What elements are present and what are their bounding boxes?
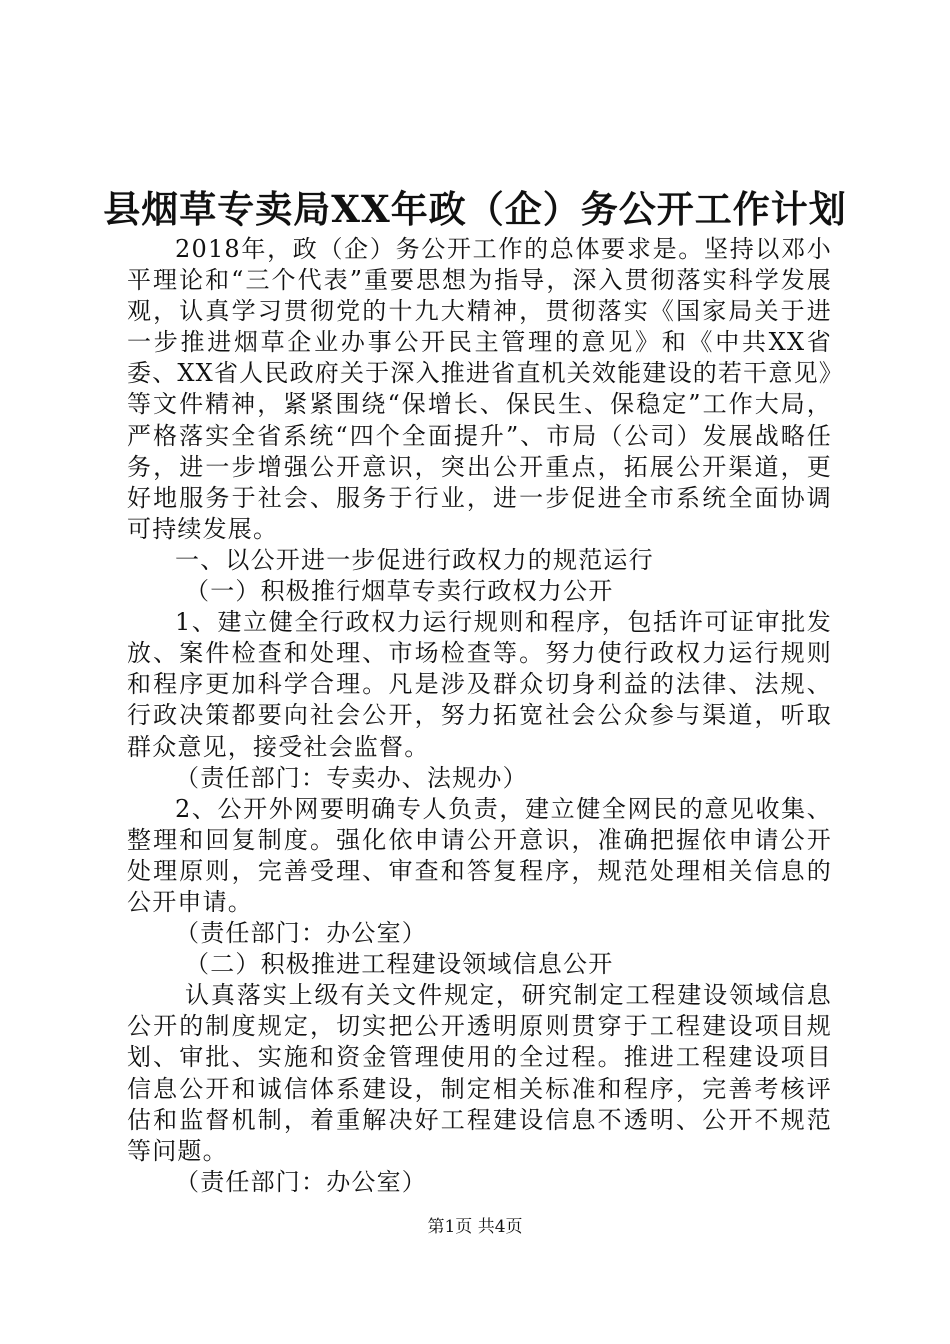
intro-paragraph: 2018年，政（企）务公开工作的总体要求是。坚持以邓小平理论和“三个代表”重要思想为指导，深入贯彻落实科学发展观，认真学习贯彻党的十九大精神，贯彻落实《国家局关于进一步推进烟草企业办事公开民主管理的意见》和《中共XX省委、XX省人民政府关于深入推进省直机关效能建设的若干意见》等文件精神，紧紧围绕“保增长、保民生、保稳定”工作大局，严格落实全省系统“四个全面提升”、市局（公司）发展战略任务，进一步增强公开意识，突出公开重点，拓展公开渠道，更好地服务于社会、服务于行业，进一步促进全市系统全面协调可持续发展。 xyxy=(127,235,832,543)
item-paragraph-1: 1、建立健全行政权力运行规则和程序，包括许可证审批发放、案件检查和处理、市场检查等。努力使行政权力运行规则和程序更加科学合理。凡是涉及群众切身利益的法律、法规、行政决策都要向社会公开，努力拓宽社会公众参与渠道，听取群众意见，接受社会监督。 xyxy=(127,608,832,761)
responsible-dept-2: （责任部门：办公室） xyxy=(175,919,427,948)
subsection-heading-2: （二）积极推进工程建设领域信息公开 xyxy=(185,950,614,979)
item-paragraph-2: 2、公开外网要明确专人负责，建立健全网民的意见收集、整理和回复制度。强化依申请公开意识，准确把握依申请公开处理原则，完善受理、审查和答复程序，规范处理相关信息的公开申请。 xyxy=(127,794,832,916)
section-heading-1: 一、以公开进一步促进行政权力的规范运行 xyxy=(175,545,654,574)
subsection-heading-1: （一）积极推行烟草专卖行政权力公开 xyxy=(185,577,614,606)
page-number-footer: 第1页 共4页 xyxy=(427,1217,523,1237)
responsible-dept-1: （责任部门：专卖办、法规办） xyxy=(175,763,528,792)
document-body xyxy=(127,234,832,1198)
responsible-dept-3: （责任部门：办公室） xyxy=(175,1167,427,1196)
document-title: 县烟草专卖局XX年政（企）务公开工作计划 xyxy=(103,187,847,231)
item-paragraph-3: 认真落实上级有关文件规定，研究制定工程建设领域信息公开的制度规定，切实把公开透明原则贯穿于工程建设项目规划、审批、实施和资金管理使用的全过程。推进工程建设项目信息公开和诚信体系建设，制定相关标准和程序，完善考核评估和监督机制，着重解决好工程建设信息不透明、公开不规范等问题。 xyxy=(127,981,832,1165)
